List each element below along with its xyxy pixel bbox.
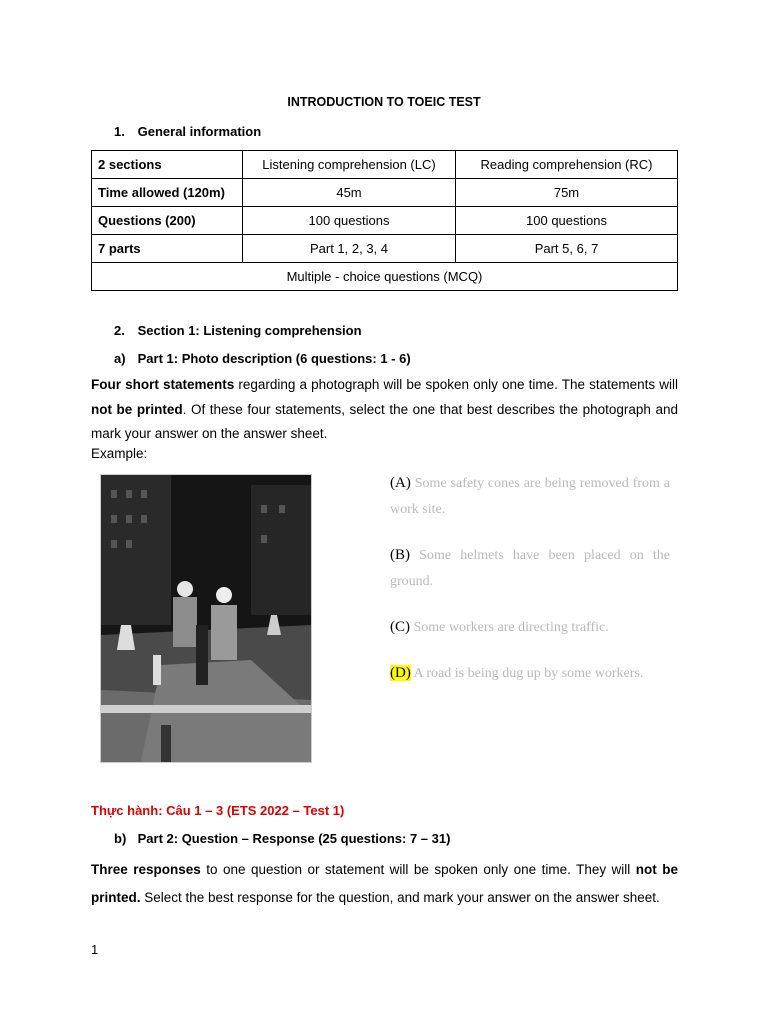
table-cell: 100 questions xyxy=(243,207,456,235)
bold-text: Four short statements xyxy=(91,377,235,392)
table-cell: 7 parts xyxy=(92,235,243,263)
part-label: Part 2: Question – Response (25 questions: 7 – 31) xyxy=(137,831,451,846)
answer-option-d xyxy=(390,660,670,687)
document-title: INTRODUCTION TO TOEIC TEST xyxy=(287,95,481,109)
table-cell: 45m xyxy=(243,179,456,207)
practice-note: Thực hành: Câu 1 – 3 (ETS 2022 – Test 1) xyxy=(91,803,345,818)
answer-text: Some safety cones are being removed from a work site. xyxy=(390,476,670,517)
body-text: regarding a photograph will be spoken only one time. The statements will xyxy=(234,377,678,392)
page-number: 1 xyxy=(91,942,99,957)
photo-illustration xyxy=(101,475,311,762)
answer-text: Some workers are directing traffic. xyxy=(410,620,609,635)
example-label: Example: xyxy=(91,446,148,461)
bold-text: not be printed. xyxy=(91,862,678,905)
section-number: 1. xyxy=(114,124,125,139)
section-number: 2. xyxy=(114,323,125,338)
table-footer-cell: Multiple - choice questions (MCQ) xyxy=(92,263,678,291)
part-label: Part 1: Photo description (6 questions: 1 - 6) xyxy=(137,351,411,366)
table-cell: 100 questions xyxy=(456,207,678,235)
table-cell: Time allowed (120m) xyxy=(92,179,243,207)
body-text: . Of these four statements, select the one that best describes the photograph and mark your answer on the answer sheet. xyxy=(91,401,678,441)
table-cell: Questions (200) xyxy=(92,207,243,235)
example-photograph xyxy=(100,474,312,763)
table-cell: Part 1, 2, 3, 4 xyxy=(243,235,456,263)
answer-letter: (B) xyxy=(390,547,410,563)
section-heading-listening xyxy=(114,323,362,338)
answer-letter: (C) xyxy=(390,619,410,635)
part2-heading xyxy=(114,831,450,846)
answer-text: A road is being dug up by some workers. xyxy=(410,666,644,681)
info-table xyxy=(91,150,678,291)
table-cell: Reading comprehension (RC) xyxy=(456,151,678,179)
part-number: a) xyxy=(114,351,126,366)
part2-paragraph xyxy=(91,856,678,912)
table-cell: Listening comprehension (LC) xyxy=(243,151,456,179)
answer-text: Some helmets have been placed on the ground. xyxy=(390,548,670,589)
section-label: Section 1: Listening comprehension xyxy=(137,323,362,338)
part1-paragraph xyxy=(91,373,678,447)
body-text: to one question or statement will be spoken only one time. They will xyxy=(200,862,636,877)
body-text: Select the best response for the question, and mark your answer on the answer sheet. xyxy=(140,890,660,905)
answer-option-c xyxy=(390,614,670,641)
table-cell: Part 5, 6, 7 xyxy=(456,235,678,263)
table-cell: 2 sections xyxy=(92,151,243,179)
table-row xyxy=(92,263,678,291)
table-row xyxy=(92,179,678,207)
answer-option-b xyxy=(390,542,670,595)
bold-text: Three responses xyxy=(91,862,201,877)
answer-letter-highlighted: (D) xyxy=(390,665,411,681)
section-heading-general xyxy=(114,124,261,139)
bold-text: not be printed xyxy=(91,401,183,417)
table-row xyxy=(92,207,678,235)
table-cell: 75m xyxy=(456,179,678,207)
table-row xyxy=(92,235,678,263)
part-number: b) xyxy=(114,831,127,846)
section-label: General information xyxy=(137,124,262,139)
part1-heading xyxy=(114,351,411,366)
answer-options xyxy=(390,470,670,687)
answer-option-a xyxy=(390,470,670,523)
answer-letter: (A) xyxy=(390,475,411,491)
table-row xyxy=(92,151,678,179)
